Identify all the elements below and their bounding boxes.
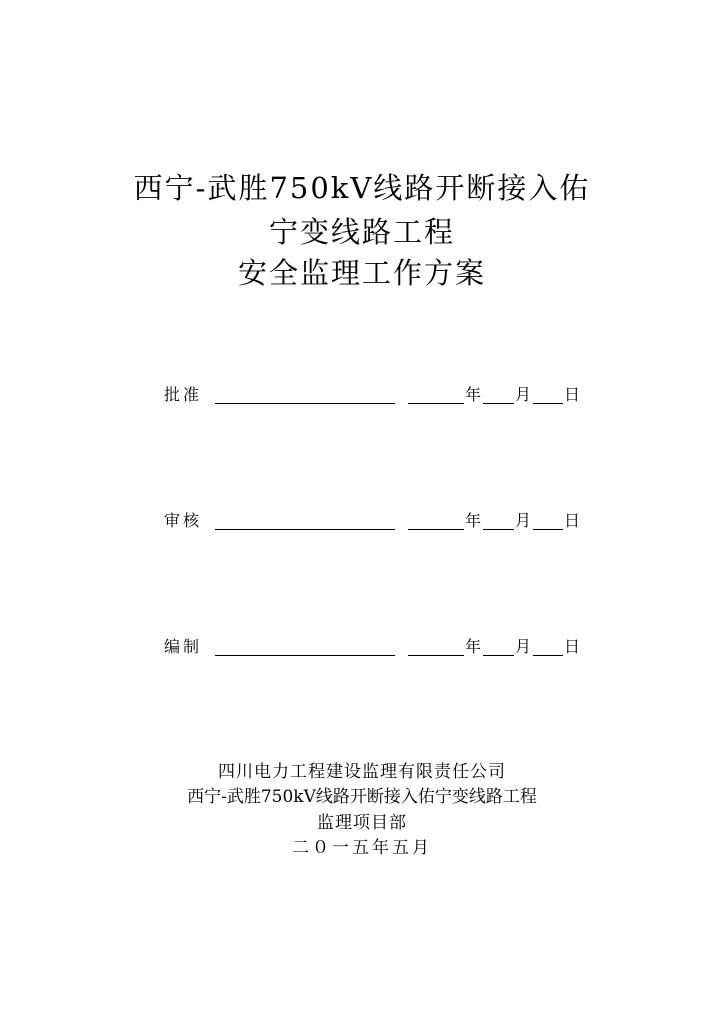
review-day-line [533, 529, 563, 530]
approval-label: 批准 [164, 385, 203, 404]
compile-label: 编制 [164, 637, 203, 656]
project-name: 西宁-武胜750kV线路开断接入佑宁变线路工程 [187, 787, 537, 807]
compile-month-unit: 月 [515, 637, 532, 656]
review-label: 审核 [164, 511, 203, 530]
document-date: 二０一五年五月 [292, 838, 432, 858]
review-day-unit: 日 [564, 511, 581, 530]
company-name: 四川电力工程建设监理有限责任公司 [218, 762, 506, 782]
compile-day-line [533, 655, 563, 656]
approval-month-line [483, 403, 514, 404]
compile-name-line [215, 655, 395, 656]
document-title-line-3: 安全监理工作方案 [237, 256, 486, 290]
review-year-unit: 年 [465, 511, 482, 530]
review-month-line [483, 529, 514, 530]
compile-month-line [483, 655, 514, 656]
compile-day-unit: 日 [564, 637, 581, 656]
compile-year-unit: 年 [465, 637, 482, 656]
approval-month-unit: 月 [515, 385, 532, 404]
review-year-line [408, 529, 464, 530]
document-title-line-1: 西宁-武胜750kV线路开断接入佑 [133, 171, 591, 205]
approval-year-unit: 年 [465, 385, 482, 404]
approval-day-line [533, 403, 563, 404]
approval-name-line [215, 403, 395, 404]
document-title-line-2: 宁变线路工程 [268, 215, 455, 249]
review-month-unit: 月 [515, 511, 532, 530]
approval-year-line [408, 403, 464, 404]
compile-year-line [408, 655, 464, 656]
department-name: 监理项目部 [317, 813, 407, 833]
approval-day-unit: 日 [564, 385, 581, 404]
review-name-line [215, 529, 395, 530]
